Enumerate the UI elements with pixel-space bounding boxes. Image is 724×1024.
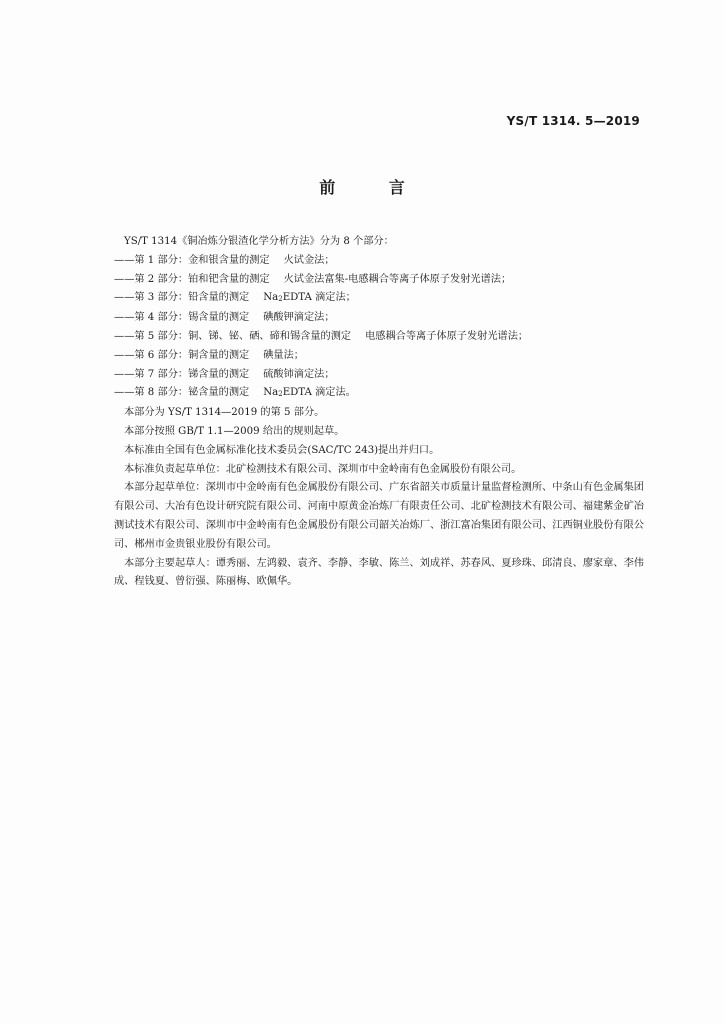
part-item [114, 384, 644, 404]
part-label: ——第 7 部分：锑含量的测定 [114, 368, 250, 380]
part-method: EDTA 滴定法； [282, 292, 356, 304]
responsible-units-statement: 本标准负责起草单位：北矿检测技术有限公司、深圳市中金岭南有色金属股份有限公司。 [124, 463, 522, 475]
part-label: ——第 1 部分：金和银含量的测定 [114, 254, 270, 266]
parts-intro: YS/T 1314《铜冶炼分银渣化学分析方法》分为 8 个部分： [124, 236, 394, 247]
drafting-rules-statement: 本部分按照 GB/T 1.1—2009 给出的规则起草。 [124, 425, 345, 437]
part-method: 火试金法富集-电感耦合等离子体原子发射光谱法； [283, 273, 512, 285]
part-item [114, 289, 644, 309]
part-item [114, 328, 644, 347]
part-method: EDTA 滴定法。 [282, 387, 356, 399]
document-number: YS/T 1314. 5—2019 [506, 114, 640, 128]
part-item [114, 252, 644, 271]
part-label: ——第 5 部分：铜、锑、铋、硒、碲和锡含量的测定 [114, 330, 352, 342]
part-label: ——第 8 部分：铋含量的测定 [114, 387, 250, 399]
proposed-by-statement: 本标准由全国有色金属标准化技术委员会(SAC/TC 243)提出并归口。 [124, 444, 440, 456]
formula-subscript: 2 [278, 390, 283, 399]
part-label: ——第 6 部分：铜含量的测定 [114, 349, 250, 361]
part-item [114, 366, 644, 385]
drafting-units-statement: 本部分起草单位：深圳市中金岭南有色金属股份有限公司、广东省韶关市质量计量监督检测所、中条山有色金属集团有限公司、大冶有色设计研究院有限公司、河南中原黄金冶炼厂有限责任公司、北矿检测技术有限公司、福建紫金矿冶测试技术有限公司、深圳市中金岭南有色金属股份有限公司韶关冶炼厂、浙江富冶集团有限公司、江西铜业股份有限公司、郴州市金贵银业股份有限公司。 [114, 482, 644, 550]
part-label: ——第 4 部分：锡含量的测定 [114, 312, 250, 324]
part-method-formula: Na [263, 387, 279, 399]
part-item [114, 309, 644, 328]
part-method-formula: Na [263, 292, 279, 304]
part-method: 电感耦合等离子体原子发射光谱法； [365, 330, 529, 342]
part-of-statement: 本部分为 YS/T 1314—2019 的第 5 部分。 [124, 407, 325, 419]
foreword-body [114, 233, 644, 592]
drafters-statement: 本部分主要起草人：谭秀丽、左鸿毅、袁齐、李静、李敏、陈兰、刘成祥、苏春风、夏珍珠、邱清良、廖家章、李伟成、程钱夏、曾衍强、陈丽梅、欧佩华。 [114, 557, 644, 588]
foreword-heading: 前 言 [319, 178, 429, 197]
part-method: 硫酸铈滴定法； [263, 368, 335, 380]
part-label: ——第 2 部分：铂和钯含量的测定 [114, 273, 270, 285]
formula-subscript: 2 [278, 295, 283, 304]
part-method: 碘量法； [263, 349, 304, 361]
part-item [114, 347, 644, 366]
part-method: 碘酸钾滴定法； [263, 312, 335, 324]
part-label: ——第 3 部分：铅含量的测定 [114, 292, 250, 304]
part-method: 火试金法； [283, 254, 335, 266]
part-item [114, 271, 644, 290]
